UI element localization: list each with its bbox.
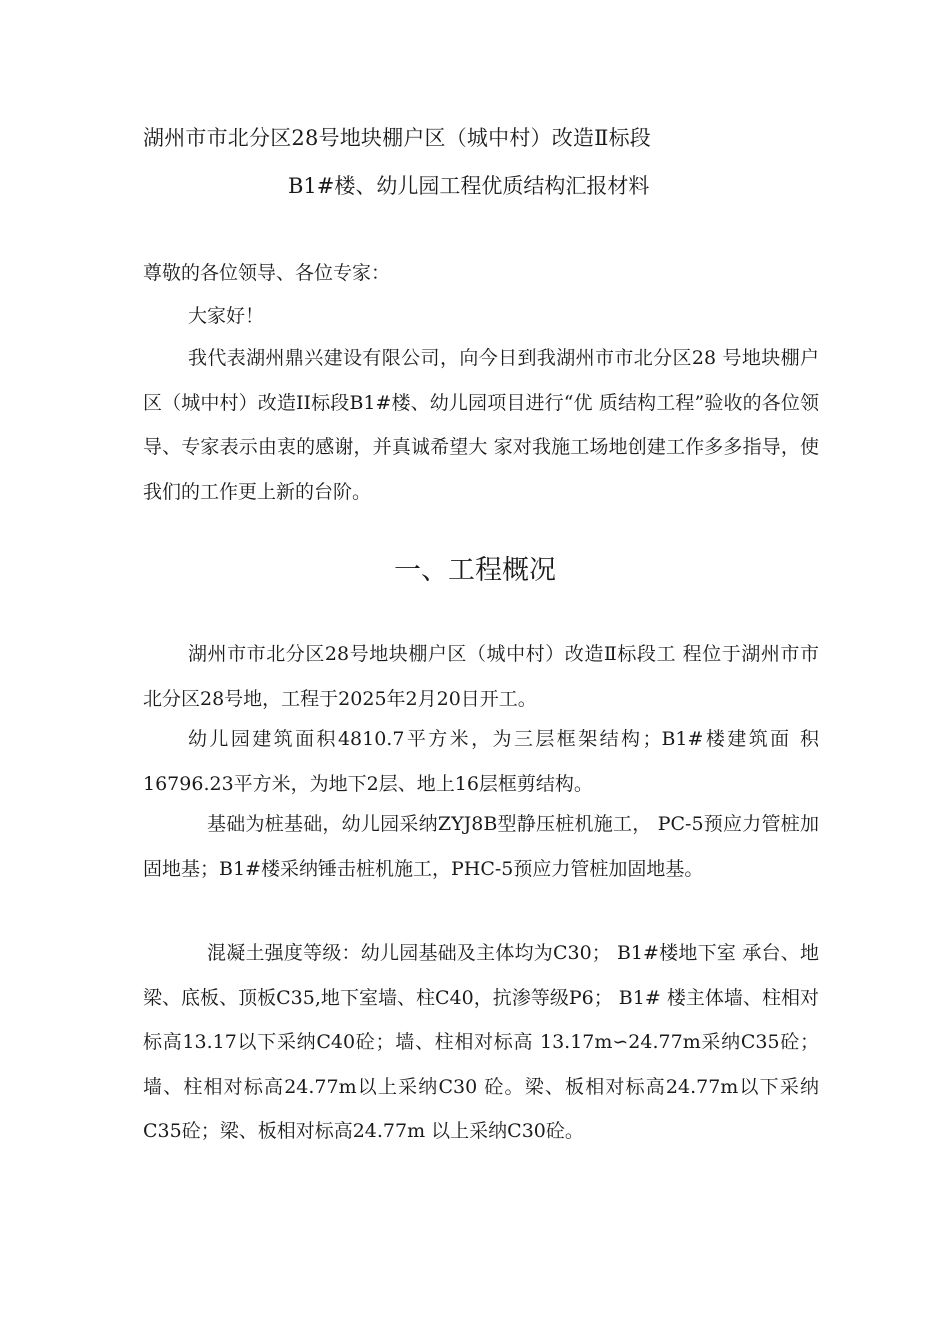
salutation: 尊敬的各位领导、各位专家： [143,262,391,284]
document-title-line-2: B1#楼、幼儿园工程优质结构汇报材料 [288,174,650,198]
overview-paragraph-concrete: 混凝土强度等级：幼儿园基础及主体均为C30； B1#楼地下室 承台、地梁、底板、顶板C35,地下室墙、柱C40，抗渗等级P6； B1# 楼主体墙、柱相对标高13.17以下采纳C40砼；墙、柱相对标高 13.17m∽24.77m采纳C35砼；墙、柱相对标高24.77m以上采纳C30 砼。梁、板相对标高24.77m以下采纳C35砼；梁、板相对标高24.77m 以上采纳C30砼。 [143,942,819,1142]
section-heading: 一、工程概况 [394,555,556,586]
overview-paragraph-foundation: 基础为桩基础，幼儿园采纳ZYJ8B型静压桩机施工， PC-5预应力管桩加固地基；B1#楼采纳锤击桩机施工，PHC-5预应力管桩加固地基。 [143,813,819,880]
overview-paragraph-area: 幼儿园建筑面积4810.7平方米，为三层框架结构；B1#楼建筑面 积16796.23平方米，为地下2层、地上16层框剪结构。 [143,728,819,795]
greeting: 大家好！ [188,305,265,327]
document-title-line-1: 湖州市市北分区28号地块棚户区（城中村）改造Ⅱ标段 [143,126,651,150]
intro-paragraph: 我代表湖州鼎兴建设有限公司，向今日到我湖州市市北分区28 号地块棚户区（城中村）改造II标段B1#楼、幼儿园项目进行“优 质结构工程”验收的各位领导、专家表示由衷的感谢，并真诚希望大 家对我施工场地创建工作多多指导，使我们的工作更上新的台阶。 [143,347,819,503]
overview-paragraph-location: 湖州市市北分区28号地块棚户区（城中村）改造Ⅱ标段工 程位于湖州市市北分区28号地，工程于2025年2月20日开工。 [143,643,819,710]
